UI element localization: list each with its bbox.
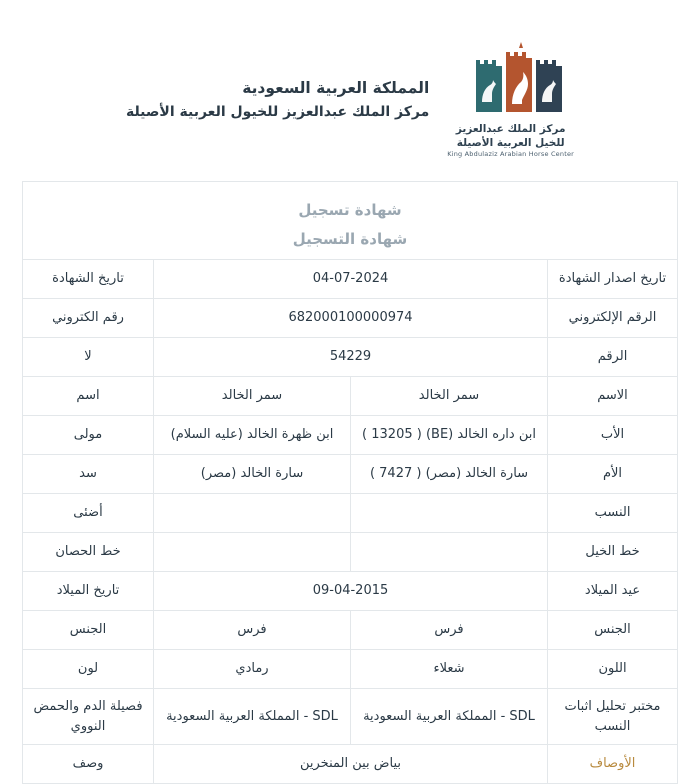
document-header	[0, 0, 700, 181]
row-label-right: الجنس	[547, 611, 677, 649]
row-label-right: تاريخ اصدار الشهادة	[547, 260, 677, 298]
row-value-2: سارة الخالد (مصر)	[153, 455, 350, 493]
row-value-1	[350, 494, 547, 532]
row-label-left: سد	[79, 466, 97, 482]
certificate-title-1: شهادة تسجيل	[298, 201, 402, 220]
table-row	[23, 689, 677, 745]
certificate-table	[22, 181, 678, 784]
row-value-1: شعلاء	[350, 650, 547, 688]
row-label-left: اسم	[76, 388, 100, 404]
table-row	[23, 650, 677, 689]
row-label-right: الأم	[547, 455, 677, 493]
row-value-1	[350, 533, 547, 571]
row-label-right: خط الخيل	[547, 533, 677, 571]
row-label-right: الاسم	[547, 377, 677, 415]
row-label-left: لون	[77, 661, 99, 677]
row-value-1: SDL - المملكة العربية السعودية	[350, 689, 547, 744]
table-row	[23, 260, 677, 299]
row-label-right: مختبر تحليل اثبات النسب	[547, 689, 677, 744]
row-value-2: رمادي	[153, 650, 350, 688]
row-value-2: SDL - المملكة العربية السعودية	[153, 689, 350, 744]
row-value-center: 682000100000974	[153, 299, 547, 337]
row-label-left: لا	[84, 349, 92, 365]
logo-caption	[447, 122, 574, 159]
row-label-right: الرقم	[547, 338, 677, 376]
certificate-title-2: شهادة التسجيل	[292, 229, 408, 248]
table-row	[23, 745, 677, 784]
row-value-center: 04-07-2024	[153, 260, 547, 298]
table-row	[23, 377, 677, 416]
row-label-left: وصف	[72, 756, 104, 772]
certificate-title-block	[23, 182, 677, 260]
row-value-center: بياض بين المنخرين	[153, 745, 547, 783]
table-row	[23, 416, 677, 455]
table-row	[23, 299, 677, 338]
table-row	[23, 611, 677, 650]
row-label-right: النسب	[547, 494, 677, 532]
row-label-left: الجنس	[69, 622, 107, 638]
row-label-right: الأب	[547, 416, 677, 454]
row-value-2: سمر الخالد	[153, 377, 350, 415]
row-label-right: عيد الميلاد	[547, 572, 677, 610]
row-label-left: فصيلة الدم والحمض النووي	[33, 699, 143, 734]
center-logo	[447, 40, 574, 159]
arabian-horse-center-logo-icon	[470, 40, 574, 120]
row-value-center: 09-04-2015	[153, 572, 547, 610]
table-row	[23, 494, 677, 533]
row-label-right: اللون	[547, 650, 677, 688]
table-row	[23, 572, 677, 611]
row-label-left: أضئى	[73, 505, 103, 521]
table-row	[23, 455, 677, 494]
header-title-kingdom: المملكة العربية السعودية	[242, 78, 430, 97]
row-value-1: ابن داره الخالد (BE) ( 13205 )	[350, 416, 547, 454]
row-label-left: رقم الكتروني	[52, 310, 124, 326]
row-value-1: سمر الخالد	[350, 377, 547, 415]
row-label-right: الرقم الإلكتروني	[547, 299, 677, 337]
row-value-1: فرس	[350, 611, 547, 649]
header-title-center: مركز الملك عبدالعزيز للخيول العربية الأصيلة	[125, 103, 430, 120]
header-titles	[126, 76, 429, 123]
logo-caption-ar-1: مركز الملك عبدالعزيز	[455, 123, 566, 135]
logo-caption-ar-2: للخيل العربية الأصيلة	[456, 137, 565, 150]
row-label-left: تاريخ الشهادة	[52, 271, 124, 287]
row-value-2: ابن ظهرة الخالد (عليه السلام)	[153, 416, 350, 454]
row-value-2	[153, 533, 350, 571]
row-value-2: فرس	[153, 611, 350, 649]
row-label-right: الأوصاف	[547, 745, 677, 783]
table-row	[23, 533, 677, 572]
logo-caption-en: King Abdulaziz Arabian Horse Center	[447, 150, 575, 159]
row-value-2	[153, 494, 350, 532]
row-value-1: سارة الخالد (مصر) ( 7427 )	[350, 455, 547, 493]
row-label-left: مولى	[73, 427, 103, 443]
table-row	[23, 338, 677, 377]
row-value-center: 54229	[153, 338, 547, 376]
row-label-left: تاريخ الميلاد	[56, 583, 120, 599]
row-label-left: خط الحصان	[55, 544, 121, 560]
